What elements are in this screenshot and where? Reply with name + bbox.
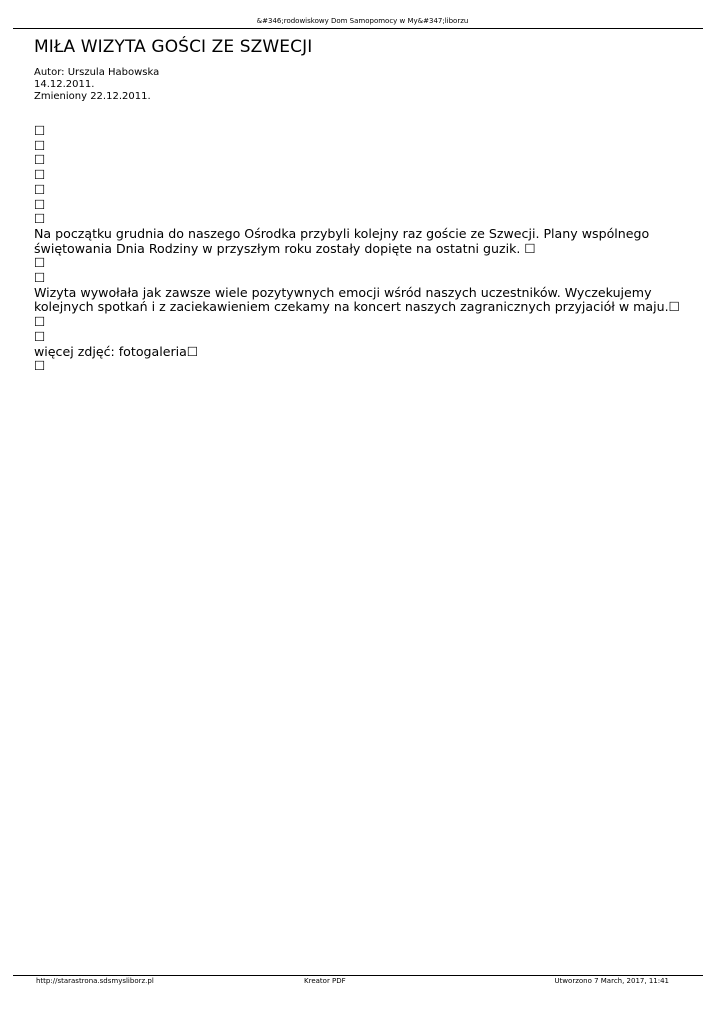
body-line: świętowania Dnia Rodziny w przyszłym roku zostały dopięte na ostatni guzik. ☐ <box>34 240 536 256</box>
body-line: ☐ <box>34 196 46 212</box>
footer-divider <box>13 975 703 976</box>
body-line: ☐ <box>34 328 46 344</box>
body-line: Wizyta wywołała jak zawsze wiele pozytywnych emocji wśród naszych uczestników. Wyczekujemy <box>34 284 652 300</box>
body-line: ☐ <box>34 255 46 271</box>
body-line: ☐ <box>34 152 46 168</box>
article-author: Autor: Urszula Habowska <box>34 67 160 78</box>
body-line: kolejnych spotkań i z zaciekawieniem czekamy na koncert naszych zagranicznych przyjaciół w maju.☐ <box>34 299 680 315</box>
article-title: MIŁA WIZYTA GOŚCI ZE SZWECJI <box>34 37 313 57</box>
body-line: ☐ <box>34 167 46 183</box>
body-line: ☐ <box>34 270 46 286</box>
body-line: więcej zdjęć: fotogaleria☐ <box>34 343 199 359</box>
footer-created-timestamp: Utworzono 7 March, 2017, 11:41 <box>554 977 669 985</box>
page-header-site-name: &#346;rodowiskowy Dom Samopomocy w My&#347;liborzu <box>256 17 469 25</box>
body-line: ☐ <box>34 123 46 138</box>
body-line: ☐ <box>34 211 46 227</box>
article-meta <box>34 67 159 103</box>
body-line: ☐ <box>34 314 46 330</box>
article-created-date: 14.12.2011. <box>34 79 95 90</box>
article-modified-date: Zmieniony 22.12.2011. <box>34 91 151 102</box>
footer-generator: Kreator PDF <box>304 977 346 985</box>
header-divider <box>13 28 703 29</box>
body-line: ☐ <box>34 137 46 153</box>
footer-url: http://starastrona.sdsmysliborz.pl <box>36 977 154 985</box>
body-line: Na początku grudnia do naszego Ośrodka przybyli kolejny raz goście ze Szwecji. Plany wspólnego <box>34 225 650 241</box>
body-line: ☐ <box>34 358 46 374</box>
body-line: ☐ <box>34 181 46 197</box>
article-body <box>34 124 699 374</box>
